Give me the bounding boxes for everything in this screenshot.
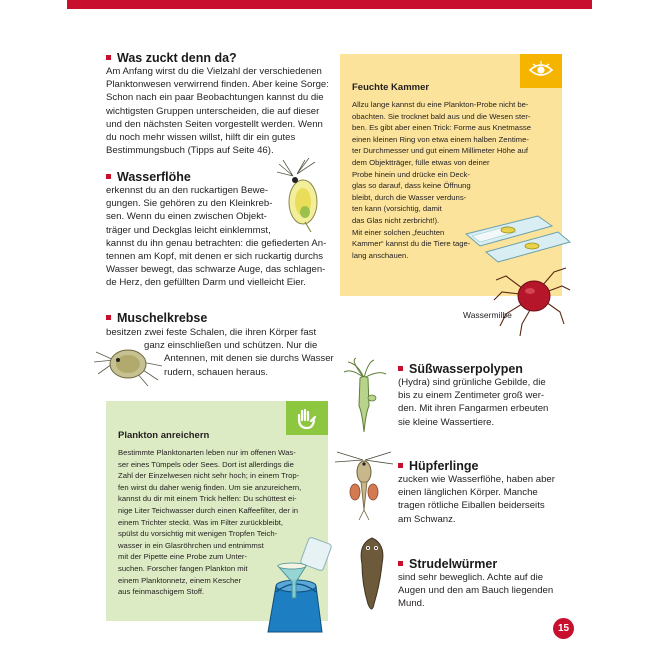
glass-slides-illustration: [462, 196, 572, 266]
heading-was-zuckt: Was zuckt denn da?: [106, 51, 237, 65]
eye-icon: [528, 60, 554, 80]
heading-strudelwuermer: Strudelwürmer: [398, 557, 497, 571]
ostracod-illustration: [92, 338, 167, 388]
bullet-square: [398, 366, 403, 371]
bullet-square: [398, 463, 403, 468]
caption-wassermilbe: Wassermilbe: [463, 310, 512, 320]
box-text: Allzu lange kannst du eine Plankton-Probe nicht be- obachten. Sie trocknet bald aus und die Wesen ster- ben. Es gibt aber einen Trick: Forme aus Knetmasse einen kleinen Ring von etwa einem halben Zentime- ter Durchmesser und gut einem Millimeter Höhe auf dem Objektträger, fülle etwas von deiner Probe hinein und drücke ein Deck- glas so darauf, dass keine Öffnung bleibt, durch die Wasser verduns- ten kann (vorsichtig, damit das Glas nicht zerbricht!). Mit einer solchen „feuchten Kammer“ kannst du die Tiere tage- lang anschauen.: [352, 100, 532, 260]
bullet-square: [398, 561, 403, 566]
text-was-zuckt: Am Anfang wirst du die Vielzahl der verschiedenen Planktonwesen verwirrend finden. Aber keine Sorge: Schon nach ein paar Beobachtungen kannst du die wichtigsten Gruppen unterscheiden, die auf dieser und den nächsten Seiten vorgestellt werden. Wenn du noch mehr wissen willst, hilft dir ein gutes Bestimmungsbuch (Tipps auf Seite 46).: [106, 66, 329, 157]
heading-huepferlinge: Hüpferlinge: [398, 459, 478, 473]
water-mite-illustration: [492, 258, 572, 338]
bullet-square: [106, 55, 111, 60]
box-title: Plankton anreichern: [118, 430, 210, 441]
heading-muschelkrebse: Muschelkrebse: [106, 311, 207, 325]
page-number: 15: [553, 618, 574, 639]
bullet-square: [106, 174, 111, 179]
heading-wasserfloehe: Wasserflöhe: [106, 170, 191, 184]
box-text: Bestimmte Planktonarten leben nur im offenen Was- ser eines Tümpels oder Sees. Dort ist allerdings die Zahl der Einzelwesen nicht sehr hoch; in einem Trop- fen wirst du daher wenig finden. Um sie anzureichern, kannst du dir mit einem Trick helfen: Du schüttest ei- nige Liter Teichwasser durch einen Kaffeefilter, der in einem Trichter steckt. Was im Filter zurückbleibt, spülst du vorsichtig mit wenigen Tropfen Teich- wasser in ein Glasröhrchen und entnimmst mit der Pipette eine Probe zum Unter- suchen. Forscher fangen Plankton mit einem Planktonnetz, einem Kescher aus feinmaschigem Stoff.: [118, 448, 302, 597]
text-strudelwuermer: sind sehr beweglich. Achte auf die Augen und den am Bauch liegenden Mund.: [398, 572, 554, 610]
box-title: Feuchte Kammer: [352, 82, 430, 93]
heading-suesswasserpolypen: Süßwasserpolypen: [398, 362, 523, 376]
hydra-illustration: [338, 358, 390, 436]
copepod-illustration: [333, 450, 395, 522]
bucket-funnel-illustration: [262, 536, 338, 636]
hand-icon: [295, 406, 319, 430]
text-wasserfloehe: erkennst du an den ruckartigen Bewe- gungen. Sie gehören zu den Kleinkreb- sen. Wenn du einen zwischen Objekt- träger und Deckglas leicht einklemmst, kannst du ihn genau betrachten: die gefiederten An- tennen am Kopf, mit denen er sich ruckartig durchs Wasser bewegt, das schwarze Auge, das schlagen- de Herz, den gefüllten Darm und vielleicht Eier.: [106, 185, 327, 289]
bullet-square: [106, 315, 111, 320]
top-red-bar: [67, 0, 592, 9]
text-muschelkrebse: besitzen zwei feste Schalen, die ihren Körper fast ganz einschließen und schützen. Nur die Antennen, mit denen sie durchs Wasser rudern, schauen heraus.: [106, 327, 334, 378]
flatworm-illustration: [352, 534, 392, 616]
text-suesswasserpolypen: (Hydra) sind grünliche Gebilde, die bis zu einem Zentimeter groß wer- den. Mit ihren Fangarmen erbeuten sie kleine Wassertiere.: [398, 377, 549, 428]
water-flea-illustration: [275, 158, 335, 238]
text-huepferlinge: zucken wie Wasserflöhe, haben aber einen länglichen Körper. Manche tragen rötliche Eiballen beiderseits am Schwanz.: [398, 474, 555, 525]
